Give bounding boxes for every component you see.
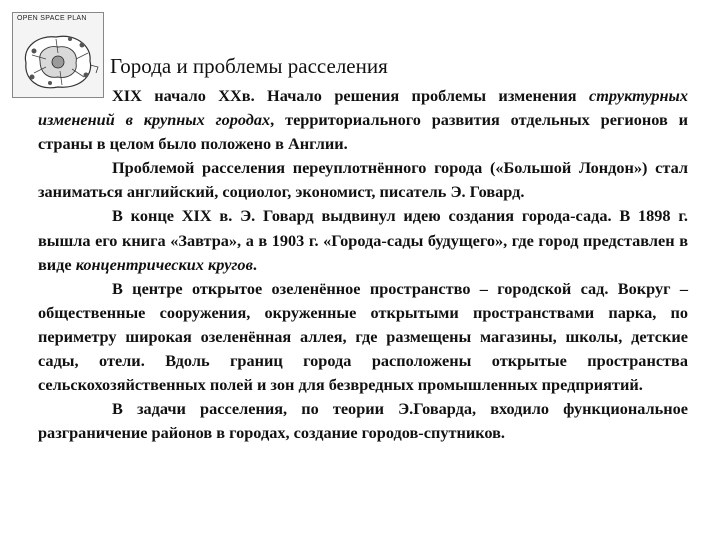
page-title: Города и проблемы расселения — [110, 54, 388, 78]
paragraph: В центре открытое озеленённое пространство – городской сад. Вокруг – общественные сооружения, окруженные открытыми пространствами парка, по периметру широкая озеленённая аллея, где размещены магазины, школы, детские сады, отели. Вдоль границ города расположены открытые пространства сельскохозяйственных полей и зон для безвредных промышленных предприятий. — [38, 278, 688, 395]
thumbnail-label: OPEN SPACE PLAN — [17, 15, 87, 22]
paragraph: В задачи расселения, по теории Э.Говарда, входило функциональное разграничение районов в городах, создание городов-спутников. — [38, 399, 688, 443]
paragraph: Проблемой расселения переуплотнённого города («Большой Лондон») стал заниматься английский, социолог, экономист, писатель Э. Говард. — [38, 158, 688, 202]
body-text — [38, 84, 688, 445]
paragraph: XIX начало XXв. Начало решения проблемы изменения структурных изменений в крупных городах, территориального развития отдельных регионов и страны в целом было положено в Англии. — [38, 86, 688, 154]
paragraph: В конце XIX в. Э. Говард выдвинул идею создания города-сада. В 1898 г. вышла его книга «Завтра», а в 1903 г. «Города-сады будущего», где город представлен в виде концентрических кругов. — [38, 206, 688, 274]
